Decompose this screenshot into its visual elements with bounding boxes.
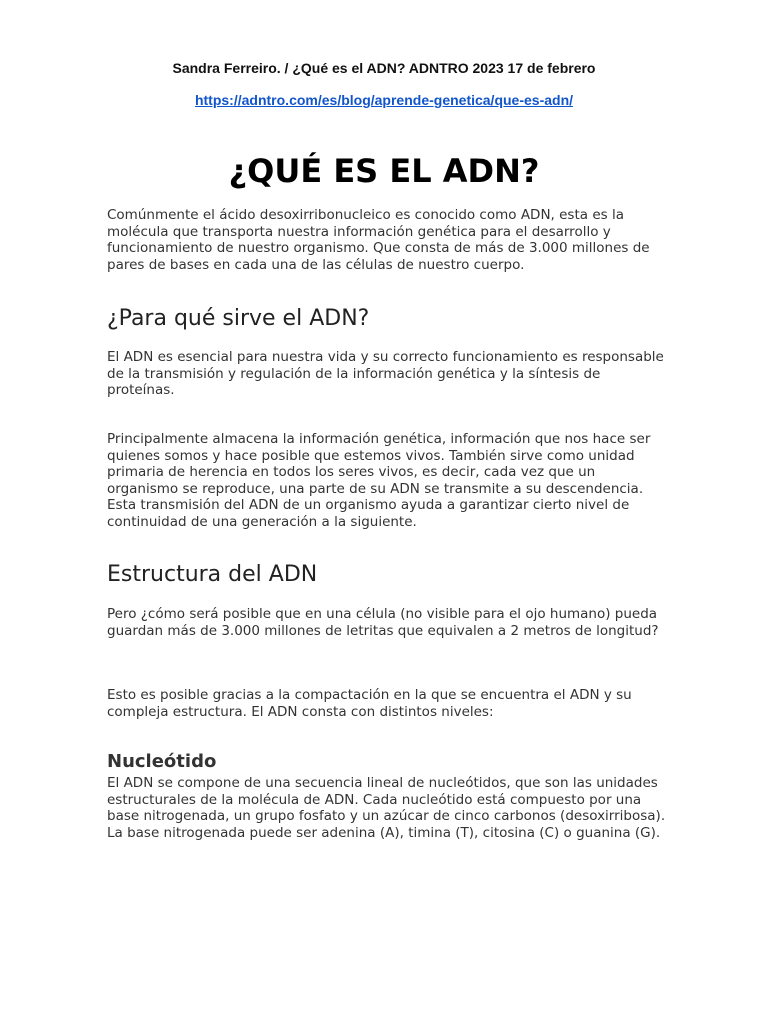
page-title: ¿QUÉ ES EL ADN?: [228, 152, 540, 190]
estructura-paragraph-2: Esto es posible gracias a la compactación en la que se encuentra el ADN y su compleja estructura. El ADN consta con distintos niveles:: [107, 687, 632, 720]
source-link-container: [0, 92, 768, 108]
estructura-paragraph-1: Pero ¿cómo será posible que en una célula (no visible para el ojo humano) pueda guardan más de 3.000 millones de letritas que equivalen a 2 metros de longitud?: [107, 606, 659, 639]
nucleotido-paragraph: El ADN se compone de una secuencia lineal de nucleótidos, que son las unidades estructurales de la molécula de ADN. Cada nucleótido está compuesto por una base nitrogenada, un grupo fosfato y un azúcar de cinco carbonos (desoxirribosa). La base nitrogenada puede ser adenina (A), timina (T), citosina (C) o guanina (G).: [107, 775, 666, 841]
heading-para-que-sirve: ¿Para qué sirve el ADN?: [107, 306, 370, 331]
para-que-sirve-paragraph-1: El ADN es esencial para nuestra vida y su correcto funcionamiento es responsable de la transmisión y regulación de la información genética y la síntesis de proteínas.: [107, 349, 664, 399]
heading-nucleotido: Nucleótido: [107, 751, 217, 772]
intro-paragraph: Comúnmente el ácido desoxirribonucleico es conocido como ADN, esta es la molécula que transporta nuestra información genética para el desarrollo y funcionamiento de nuestro organismo. Que consta de más de 3.000 millones de pares de bases en cada una de las células de nuestro cuerpo.: [107, 207, 650, 273]
citation-line: Sandra Ferreiro. / ¿Qué es el ADN? ADNTRO 2023 17 de febrero: [172, 60, 596, 76]
heading-estructura: Estructura del ADN: [107, 562, 318, 587]
source-link[interactable]: https://adntro.com/es/blog/aprende-genetica/que-es-adn/: [194, 92, 574, 108]
para-que-sirve-paragraph-2: Principalmente almacena la información genética, información que nos hace ser quienes somos y hace posible que estemos vivos. También sirve como unidad primaria de herencia en todos los seres vivos, es decir, cada vez que un organismo se reproduce, una parte de su ADN se transmite a su descendencia. Esta transmisión del ADN de un organismo ayuda a garantizar cierto nivel de continuidad de una generación a la siguiente.: [107, 431, 651, 530]
